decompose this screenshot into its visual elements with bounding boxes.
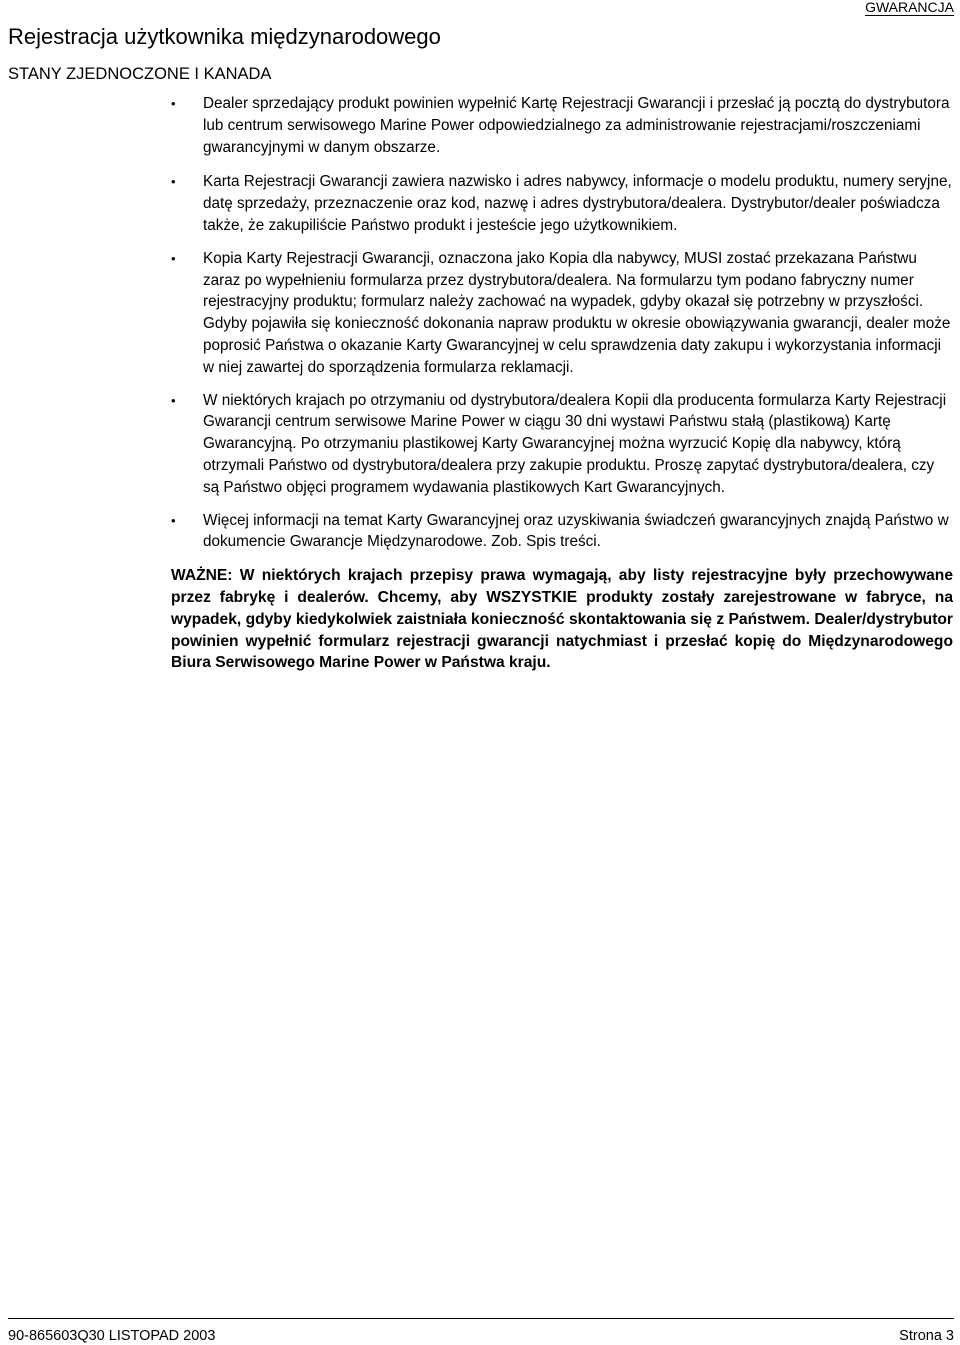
bullet-icon: • <box>171 512 176 528</box>
bullet-icon: • <box>171 392 176 408</box>
content-body <box>171 93 953 674</box>
list-item-text: Dealer sprzedający produkt powinien wypełnić Kartę Rejestracji Gwarancji i przesłać ją pocztą do dystrybutora lub centrum serwisowego Marine Power odpowiedzialnego za administrowanie rejestracjami/roszczeniami gwarancyjnymi w danym obszarze. <box>203 95 950 156</box>
bullet-icon: • <box>171 174 176 190</box>
list-item <box>171 510 953 554</box>
list-item <box>171 248 953 379</box>
list-item <box>171 390 953 499</box>
list-item-text: Kopia Karty Rejestracji Gwarancji, oznaczona jako Kopia dla nabywcy, MUSI zostać przekazana Państwu zaraz po wypełnieniu formularza przez dystrybutora/dealera. Na formularzu tym podano fabryczny numer rejestracyjny produktu; formularz należy zachować na wypadek, gdyby okazał się potrzebny w przyszłości. Gdyby pojawiła się konieczność dokonania napraw produktu w okresie obowiązywania gwarancji, dealer może poprosić Państwa o okazanie Karty Gwarancyjnej w celu sprawdzenia daty zakupu i wykorzystania informacji w niej zawartej do sporządzenia formularza reklamacji. <box>203 249 951 376</box>
bullet-icon: • <box>171 250 176 266</box>
list-item-text: Więcej informacji na temat Karty Gwarancyjnej oraz uzyskiwania świadczeń gwarancyjnych znajdą Państwo w dokumencie Gwarancje Międzynarodowe. Zob. Spis treści. <box>203 511 949 551</box>
header-section-tag: GWARANCJA <box>865 0 954 15</box>
bullet-list <box>171 93 953 553</box>
list-item-text: Karta Rejestracji Gwarancji zawiera nazwisko i adres nabywcy, informacje o modelu produktu, numery seryjne, datę sprzedaży, przeznaczenie oraz kod, nazwę i adres dystrybutora/dealera. Dystrybutor/dealer poświadcza także, że zakupiliście Państwo produkt i jesteście jego użytkownikiem. <box>203 173 952 234</box>
bullet-icon: • <box>171 96 176 111</box>
list-item <box>171 171 953 236</box>
list-item-text: W niektórych krajach po otrzymaniu od dystrybutora/dealera Kopii dla producenta formularza Karty Rejestracji Gwarancji centrum serwisowe Marine Power w ciągu 30 dni wystawi Państwu stałą (plastikową) Kartę Gwarancyjną. Po otrzymaniu plastikowej Karty Gwarancyjnej można wyrzucić Kopię dla nabywcy, którą otrzymali Państwo od dystrybutora/dealera przy zakupie produktu. Proszę zapytać dystrybutora/dealera, czy są Państwo objęci programem wydawania plastikowych Kart Gwarancyjnych. <box>203 391 947 496</box>
section-title: STANY ZJEDNOCZONE I KANADA <box>8 65 272 83</box>
important-note: WAŻNE: W niektórych krajach przepisy prawa wymagają, aby listy rejestracyjne były przechowywane przez fabrykę i dealerów. Chcemy, aby WSZYSTKIE produkty zostały zarejestrowane w fabryce, na wypadek, gdyby kiedykolwiek zaistniała konieczność skontaktowania się z Państwem. Dealer/dystrybutor powinien wypełnić formularz rejestracji gwarancji natychmiast i przesłać kopię do Międzynarodowego Biura Serwisowego Marine Power w Państwa kraju. <box>171 567 953 672</box>
list-item <box>171 93 953 158</box>
page-footer <box>8 1318 954 1345</box>
footer-page-number: Strona 3 <box>899 1328 954 1344</box>
page-title: Rejestracja użytkownika międzynarodowego <box>8 24 441 49</box>
footer-doc-id: 90-865603Q30 LISTOPAD 2003 <box>8 1328 216 1344</box>
